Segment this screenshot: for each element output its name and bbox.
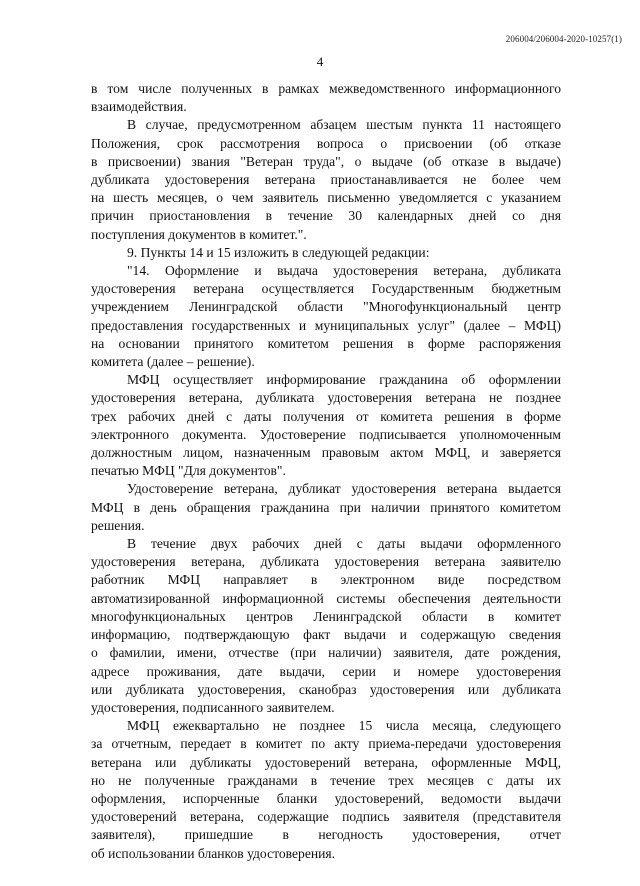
text-line: многофункциональных центров Ленинградской области в комитет: [91, 608, 561, 624]
text-line: МФЦ осуществляет информирование гражданина об оформлении: [127, 372, 561, 388]
text-line: удостоверения, подписанного заявителем.: [91, 699, 335, 715]
text-line: взаимодействия.: [91, 99, 187, 115]
page-number: 4: [316, 54, 324, 69]
text-line: об использовании бланков удостоверения.: [91, 845, 336, 861]
text-line: Удостоверение ветерана, дубликат удостоверения ветерана выдается: [127, 481, 561, 497]
text-line: заявителя), пришедшие в негодность удостоверения, отчет: [91, 827, 561, 843]
text-line: причин приостановления в течение 30 календарных дней со дня: [91, 208, 561, 224]
paragraph: [91, 80, 561, 116]
paragraph: [91, 717, 561, 863]
text-line: в присвоении) звания "Ветеран труда", о выдаче (об отказе в выдаче): [91, 153, 561, 169]
paragraph: [91, 262, 561, 371]
text-line: дубликата удостоверения ветерана приостанавливается не более чем: [91, 172, 561, 188]
text-line: "14. Оформление и выдача удостоверения ветерана, дубликата: [127, 263, 561, 279]
text-line: МФЦ в день обращения гражданина при наличии принятого комитетом: [91, 499, 561, 515]
text-line: 9. Пункты 14 и 15 изложить в следующей редакции:: [127, 244, 430, 260]
paragraph: [91, 535, 561, 717]
text-line: на основании принятого комитетом решения в форме распоряжения: [91, 335, 561, 351]
text-line: решения.: [91, 517, 145, 533]
text-line: предоставления государственных и муниципальных услуг" (далее – МФЦ): [91, 317, 561, 333]
paragraph: [91, 244, 561, 262]
text-line: автоматизированной информационной системы обеспечения деятельности: [91, 590, 561, 606]
text-line: удостоверения ветерана, дубликата удостоверения ветерана не позднее: [91, 390, 561, 406]
text-line: В течение двух рабочих дней с даты выдачи оформленного: [127, 536, 561, 552]
text-line: удостоверения ветерана осуществляется Государственным бюджетным: [91, 281, 561, 297]
text-line: печатью МФЦ "Для документов".: [91, 463, 286, 479]
text-line: МФЦ ежеквартально не позднее 15 числа месяца, следующего: [127, 718, 561, 734]
paragraph: [91, 371, 561, 480]
paragraph: [91, 116, 561, 243]
text-line: поступления документов в комитет.".: [91, 226, 307, 242]
text-line: о фамилии, имени, отчестве (при наличии) заявителя, дате рождения,: [91, 645, 561, 661]
text-line: или дубликата удостоверения, сканобраз удостоверения или дубликата: [91, 681, 561, 697]
text-line: должностным лицом, назначенным правовым актом МФЦ, и заверяется: [91, 445, 561, 461]
text-line: но не полученные гражданами в течение трех месяцев с даты их: [91, 772, 561, 788]
text-line: работник МФЦ направляет в электронном виде посредством: [91, 572, 561, 588]
paragraph: [91, 480, 561, 535]
document-body: [91, 80, 561, 863]
text-line: оформления, испорченные бланки удостоверений, ведомости выдачи: [91, 790, 561, 806]
text-line: информацию, подтверждающую факт выдачи и содержащую сведения: [91, 627, 561, 643]
text-line: В случае, предусмотренном абзацем шестым пункта 11 настоящего: [127, 117, 561, 133]
text-line: электронного документа. Удостоверение подписывается уполномоченным: [91, 426, 561, 442]
text-line: удостоверения ветерана, дубликата удостоверения ветерана заявителю: [91, 554, 561, 570]
text-line: на шесть месяцев, о чем заявитель письменно уведомляется с указанием: [91, 190, 561, 206]
text-line: в том числе полученных в рамках межведомственного информационного: [91, 81, 561, 96]
text-line: трех рабочих дней с даты получения от комитета решения в форме: [91, 408, 561, 424]
document-id: 206004/206004-2020-10257(1): [505, 34, 622, 44]
text-line: комитета (далее – решение).: [91, 354, 255, 370]
text-line: Положения, срок рассмотрения вопроса о присвоении (об отказе: [91, 135, 561, 151]
text-line: за отчетным, передает в комитет по акту приема-передачи удостоверения: [91, 736, 561, 752]
text-line: удостоверений ветерана, содержащие подпись заявителя (представителя: [91, 809, 561, 825]
text-line: ветерана или дубликаты удостоверений ветерана, оформленные МФЦ,: [91, 754, 561, 770]
text-line: учреждением Ленинградской области "Многофункциональный центр: [91, 299, 561, 315]
text-line: адресе проживания, дате выдачи, серии и номере удостоверения: [91, 663, 561, 679]
